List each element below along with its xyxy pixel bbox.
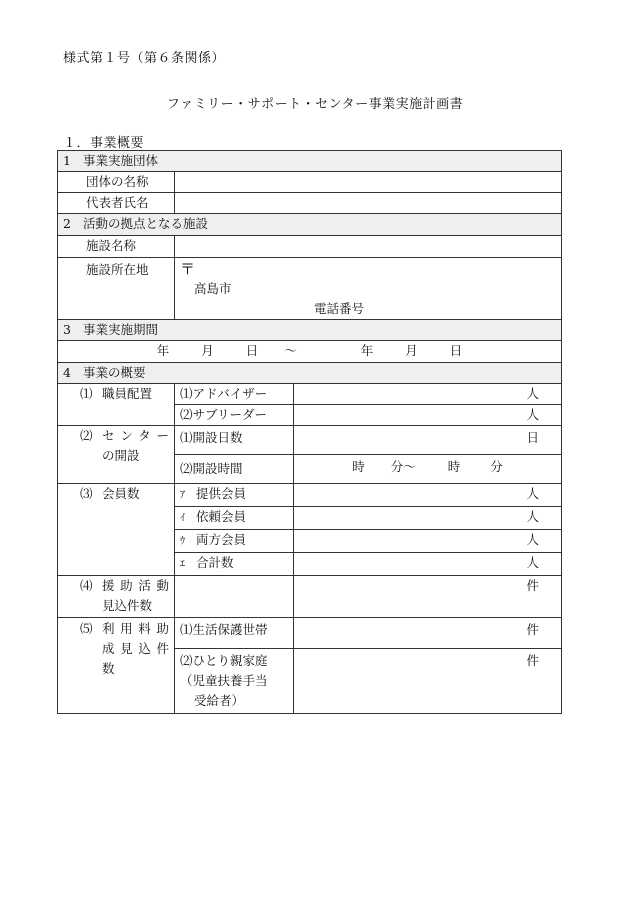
section-4-number: 4 — [63, 365, 71, 380]
single-parent-field[interactable] — [294, 649, 562, 714]
section-2-number: 2 — [63, 216, 71, 231]
support-blank-cell[interactable] — [175, 576, 294, 618]
support-row — [58, 576, 562, 618]
open-hours-field[interactable] — [294, 455, 562, 484]
support-number: ⑷ — [80, 578, 93, 593]
support-label-cell — [58, 576, 175, 618]
single-parent-label-line1: ⑵ひとり親家庭 — [180, 653, 268, 668]
end-day-label: 日 — [449, 343, 463, 358]
form-number: 様式第１号（第６条関係） — [63, 51, 226, 66]
section-1-number: 1 — [63, 153, 71, 168]
section-2-header — [58, 214, 562, 236]
support-label-line2: 見込件数 — [102, 598, 153, 613]
members-label: 会員数 — [102, 486, 140, 501]
members-label-cell — [58, 484, 175, 576]
both-member-field[interactable] — [294, 530, 562, 553]
section-3-header — [58, 320, 562, 341]
facility-name-label: 施設名称 — [58, 236, 175, 258]
section-3-number: 3 — [63, 322, 71, 337]
center-number: ⑵ — [80, 428, 93, 443]
section-3-label: 事業実施期間 — [83, 322, 159, 337]
close-minute-label: 分 — [490, 459, 503, 474]
facility-name-field[interactable] — [175, 236, 562, 258]
staff-label: 職員配置 — [102, 386, 153, 401]
both-member-unit: 人 — [526, 532, 540, 547]
end-year-label: 年 — [360, 343, 374, 358]
start-month-label: 月 — [201, 343, 214, 358]
members-number: ⑶ — [80, 486, 93, 501]
facility-name-row — [58, 236, 562, 258]
rep-name-field[interactable] — [175, 193, 562, 214]
advisor-unit: 人 — [526, 386, 540, 401]
single-parent-label-line2: （児童扶養手当 — [180, 673, 268, 688]
subleader-unit: 人 — [526, 407, 540, 422]
open-days-unit: 日 — [526, 430, 540, 445]
end-month-label: 月 — [405, 343, 418, 358]
welfare-field[interactable] — [294, 618, 562, 649]
single-parent-label-line3: 受給者） — [194, 693, 245, 708]
total-member-label: 合計数 — [196, 555, 234, 570]
welfare-label: ⑴生活保護世帯 — [175, 618, 294, 649]
rep-name-label: 代表者氏名 — [58, 193, 175, 214]
start-day-label: 日 — [245, 343, 259, 358]
open-minute-tilde: 分〜 — [390, 459, 416, 474]
single-parent-label-cell — [175, 649, 294, 714]
section-heading: １．事業概要 — [63, 136, 145, 151]
open-days-label: ⑴開設日数 — [175, 426, 294, 455]
period-tilde: 〜 — [284, 343, 297, 358]
rep-name-row — [58, 193, 562, 214]
both-member-label-cell — [175, 530, 294, 553]
org-name-field[interactable] — [175, 172, 562, 193]
subleader-field[interactable] — [294, 405, 562, 426]
facility-address-row — [58, 258, 562, 320]
provider-member-label: 提供会員 — [196, 486, 247, 501]
fee-label-line1: 利用料助 — [102, 621, 169, 636]
welfare-unit: 件 — [526, 622, 540, 637]
close-hour-label: 時 — [447, 459, 461, 474]
section-4-label: 事業の概要 — [83, 365, 146, 380]
requester-member-unit: 人 — [526, 509, 540, 524]
subleader-label: ⑵サブリーダー — [175, 405, 294, 426]
provider-mark: ｱ — [180, 490, 185, 501]
section-1-header — [58, 151, 562, 172]
fee-label-line3: 数 — [102, 661, 115, 676]
provider-member-field[interactable] — [294, 484, 562, 507]
provider-member-label-cell — [175, 484, 294, 507]
support-label-line1: 援助活動 — [102, 578, 169, 593]
section-1-label: 事業実施団体 — [83, 153, 159, 168]
staff-number: ⑴ — [80, 386, 93, 401]
center-label-cell — [58, 426, 175, 484]
requester-member-label-cell — [175, 507, 294, 530]
document-title: ファミリー・サポート・センター事業実施計画書 — [166, 97, 464, 112]
staff-label-cell — [58, 384, 175, 426]
center-days-row — [58, 426, 562, 455]
advisor-field[interactable] — [294, 384, 562, 405]
postal-mark: 〒 — [180, 260, 196, 278]
requester-member-field[interactable] — [294, 507, 562, 530]
facility-address-field[interactable] — [175, 258, 562, 320]
requester-mark: ｲ — [180, 513, 185, 524]
total-mark: ｴ — [180, 559, 185, 570]
members-row-provider — [58, 484, 562, 507]
support-field[interactable] — [294, 576, 562, 618]
staff-row-advisor — [58, 384, 562, 405]
center-label-line2: の開設 — [102, 448, 140, 463]
open-hour-label: 時 — [352, 459, 365, 474]
org-name-label: 団体の名称 — [58, 172, 175, 193]
support-unit: 件 — [526, 578, 540, 593]
facility-address-label: 施設所在地 — [58, 258, 175, 320]
both-member-label: 両方会員 — [196, 532, 247, 547]
total-member-field[interactable] — [294, 553, 562, 576]
both-mark: ｳ — [180, 536, 185, 547]
advisor-label: ⑴アドバイザー — [175, 384, 294, 405]
center-label-line1: センター — [102, 428, 169, 443]
fee-number: ⑸ — [80, 621, 93, 636]
requester-member-label: 依頼会員 — [196, 509, 247, 524]
open-days-field[interactable] — [294, 426, 562, 455]
period-field[interactable] — [58, 341, 562, 363]
start-year-label: 年 — [156, 343, 170, 358]
phone-label: 電話番号 — [314, 301, 365, 316]
city-text: 高島市 — [194, 281, 232, 296]
section-4-header — [58, 363, 562, 384]
total-member-unit: 人 — [526, 555, 540, 570]
single-parent-unit: 件 — [526, 653, 540, 668]
org-name-row — [58, 172, 562, 193]
open-hours-label: ⑵開設時間 — [175, 455, 294, 484]
period-row — [58, 341, 562, 363]
fee-label-cell — [58, 618, 175, 714]
section-2-label: 活動の拠点となる施設 — [83, 216, 209, 231]
fee-row-welfare — [58, 618, 562, 649]
total-member-label-cell — [175, 553, 294, 576]
provider-member-unit: 人 — [526, 486, 540, 501]
fee-label-line2: 成見込件 — [102, 641, 169, 656]
plan-table — [57, 150, 562, 714]
